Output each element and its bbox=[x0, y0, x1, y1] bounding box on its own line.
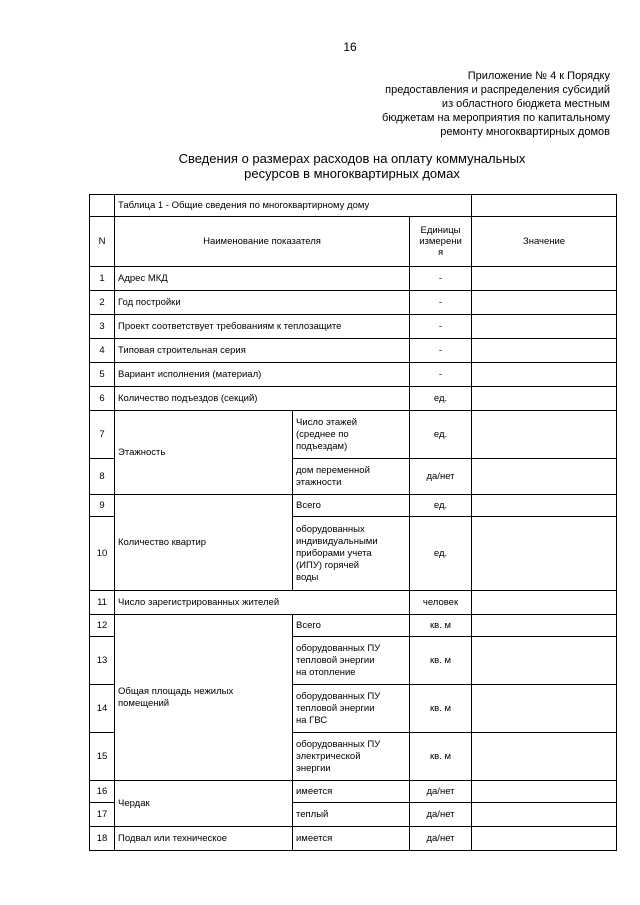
row-group-attic: Чердак bbox=[115, 781, 293, 827]
row-name: Количество подъездов (секций) bbox=[115, 387, 410, 411]
row-sub-line: тепловой энергии bbox=[296, 702, 375, 714]
row-unit: - bbox=[410, 267, 472, 291]
row-sub-line: электрической bbox=[296, 750, 361, 762]
value-cell[interactable] bbox=[472, 827, 617, 851]
value-cell[interactable] bbox=[472, 339, 617, 363]
table-header-row bbox=[90, 217, 617, 267]
row-number: 15 bbox=[90, 733, 115, 781]
row-number: 4 bbox=[90, 339, 115, 363]
row-group-apartments: Количество квартир bbox=[115, 495, 293, 591]
header-units bbox=[410, 217, 472, 267]
value-cell[interactable] bbox=[472, 733, 617, 781]
table-row bbox=[90, 267, 617, 291]
row-name: Типовая строительная серия bbox=[115, 339, 410, 363]
table-row bbox=[90, 387, 617, 411]
annex-line: бюджетам на мероприятия по капитальному bbox=[382, 112, 610, 124]
value-cell[interactable] bbox=[472, 803, 617, 827]
row-group-line: помещений bbox=[118, 697, 170, 709]
row-sub-line: оборудованных ПУ bbox=[296, 642, 381, 654]
value-cell[interactable] bbox=[472, 781, 617, 803]
row-group-nonresidential bbox=[115, 615, 293, 781]
row-group-line: Общая площадь нежилых bbox=[118, 685, 234, 697]
row-sub-line: на отопление bbox=[296, 666, 356, 678]
row-unit: да/нет bbox=[410, 803, 472, 827]
row-sub-line: дом переменной bbox=[296, 464, 370, 476]
row-name: Адрес МКД bbox=[115, 267, 410, 291]
row-sub-line: тепловой энергии bbox=[296, 654, 375, 666]
row-name: Проект соответствует требованиям к теплозащите bbox=[115, 315, 410, 339]
value-cell[interactable] bbox=[472, 195, 617, 217]
row-number: 3 bbox=[90, 315, 115, 339]
row-unit: человек bbox=[410, 591, 472, 615]
row-sub: теплый bbox=[293, 803, 410, 827]
header-units-line: я bbox=[437, 247, 444, 258]
annex-line: ремонту многоквартирных домов bbox=[440, 126, 610, 138]
table-row bbox=[90, 591, 617, 615]
row-unit: да/нет bbox=[410, 459, 472, 495]
table-row bbox=[90, 411, 617, 459]
row-number: 8 bbox=[90, 459, 115, 495]
row-unit: кв. м bbox=[410, 615, 472, 637]
value-cell[interactable] bbox=[472, 459, 617, 495]
row-sub: Всего bbox=[293, 495, 410, 517]
value-cell[interactable] bbox=[472, 591, 617, 615]
table-row bbox=[90, 827, 617, 851]
value-cell[interactable] bbox=[472, 363, 617, 387]
row-number: 13 bbox=[90, 637, 115, 685]
row-sub bbox=[293, 685, 410, 733]
row-number: 6 bbox=[90, 387, 115, 411]
row-number: 5 bbox=[90, 363, 115, 387]
value-cell[interactable] bbox=[472, 315, 617, 339]
row-sub-line: (ИПУ) горячей bbox=[296, 559, 360, 571]
value-cell[interactable] bbox=[472, 517, 617, 591]
row-unit: ед. bbox=[410, 495, 472, 517]
row-sub: Всего bbox=[293, 615, 410, 637]
row-number: 7 bbox=[90, 411, 115, 459]
row-sub-line: энергии bbox=[296, 762, 331, 774]
header-name: Наименование показателя bbox=[115, 217, 410, 267]
value-cell[interactable] bbox=[472, 267, 617, 291]
value-cell[interactable] bbox=[472, 411, 617, 459]
row-unit: да/нет bbox=[410, 827, 472, 851]
annex-line: из областного бюджета местным bbox=[441, 98, 610, 110]
row-number: 12 bbox=[90, 615, 115, 637]
row-sub: имеется bbox=[293, 827, 410, 851]
row-unit: кв. м bbox=[410, 685, 472, 733]
row-sub-line: воды bbox=[296, 571, 319, 583]
value-cell[interactable] bbox=[472, 291, 617, 315]
table-row bbox=[90, 291, 617, 315]
row-number: 2 bbox=[90, 291, 115, 315]
row-unit: - bbox=[410, 315, 472, 339]
row-unit: кв. м bbox=[410, 637, 472, 685]
row-number: 16 bbox=[90, 781, 115, 803]
row-unit: - bbox=[410, 339, 472, 363]
row-sub bbox=[293, 637, 410, 685]
row-number: 14 bbox=[90, 685, 115, 733]
value-cell[interactable] bbox=[472, 637, 617, 685]
row-unit: да/нет bbox=[410, 781, 472, 803]
row-unit: ед. bbox=[410, 517, 472, 591]
row-number: 11 bbox=[90, 591, 115, 615]
row-group-floors: Этажность bbox=[115, 411, 293, 495]
table-row bbox=[90, 495, 617, 517]
row-name: Год постройки bbox=[115, 291, 410, 315]
row-sub-line: (среднее по bbox=[296, 428, 349, 440]
row-group-basement: Подвал или техническое bbox=[115, 827, 293, 851]
row-sub bbox=[293, 411, 410, 459]
row-unit: ед. bbox=[410, 411, 472, 459]
row-sub-line: оборудованных ПУ bbox=[296, 690, 381, 702]
row-sub: имеется bbox=[293, 781, 410, 803]
row-unit: - bbox=[410, 363, 472, 387]
title-line: Сведения о размерах расходов на оплату коммунальных bbox=[178, 151, 526, 166]
row-sub-line: подъездам) bbox=[296, 440, 348, 452]
value-cell[interactable] bbox=[472, 495, 617, 517]
header-units-line: измерени bbox=[419, 236, 462, 247]
row-sub-line: на ГВС bbox=[296, 714, 328, 726]
header-units-line: Единицы bbox=[420, 225, 461, 236]
house-info-table bbox=[89, 194, 617, 851]
value-cell[interactable] bbox=[472, 685, 617, 733]
annex-note bbox=[382, 69, 610, 139]
table-caption-row bbox=[90, 195, 617, 217]
table-cell bbox=[90, 195, 115, 217]
row-sub-line: приборами учета bbox=[296, 547, 372, 559]
row-sub-line: индивидуальными bbox=[296, 535, 378, 547]
row-sub-line: Число этажей bbox=[296, 416, 358, 428]
table-row bbox=[90, 363, 617, 387]
table-row bbox=[90, 339, 617, 363]
row-number: 1 bbox=[90, 267, 115, 291]
row-number: 17 bbox=[90, 803, 115, 827]
value-cell[interactable] bbox=[472, 615, 617, 637]
row-sub bbox=[293, 733, 410, 781]
header-value: Значение bbox=[472, 217, 617, 267]
row-name: Вариант исполнения (материал) bbox=[115, 363, 410, 387]
row-unit: кв. м bbox=[410, 733, 472, 781]
row-number: 9 bbox=[90, 495, 115, 517]
table-row bbox=[90, 781, 617, 803]
table-caption: Таблица 1 - Общие сведения по многоквартирному дому bbox=[115, 195, 472, 217]
page-number: 16 bbox=[343, 40, 357, 54]
title-line: ресурсов в многоквартирных домах bbox=[244, 166, 460, 181]
row-name: Число зарегистрированных жителей bbox=[115, 591, 410, 615]
row-unit: ед. bbox=[410, 387, 472, 411]
header-n: N bbox=[90, 217, 115, 267]
row-sub bbox=[293, 517, 410, 591]
row-sub-line: оборудованных ПУ bbox=[296, 738, 381, 750]
table-row bbox=[90, 615, 617, 637]
document-title bbox=[0, 151, 640, 181]
row-sub-line: оборудованных bbox=[296, 523, 365, 535]
row-sub bbox=[293, 459, 410, 495]
annex-line: Приложение № 4 к Порядку bbox=[467, 70, 610, 82]
row-unit: - bbox=[410, 291, 472, 315]
value-cell[interactable] bbox=[472, 387, 617, 411]
row-number: 18 bbox=[90, 827, 115, 851]
row-sub-line: этажности bbox=[296, 476, 342, 488]
row-number: 10 bbox=[90, 517, 115, 591]
table-row bbox=[90, 315, 617, 339]
annex-line: предоставления и распределения субсидий bbox=[385, 84, 610, 96]
